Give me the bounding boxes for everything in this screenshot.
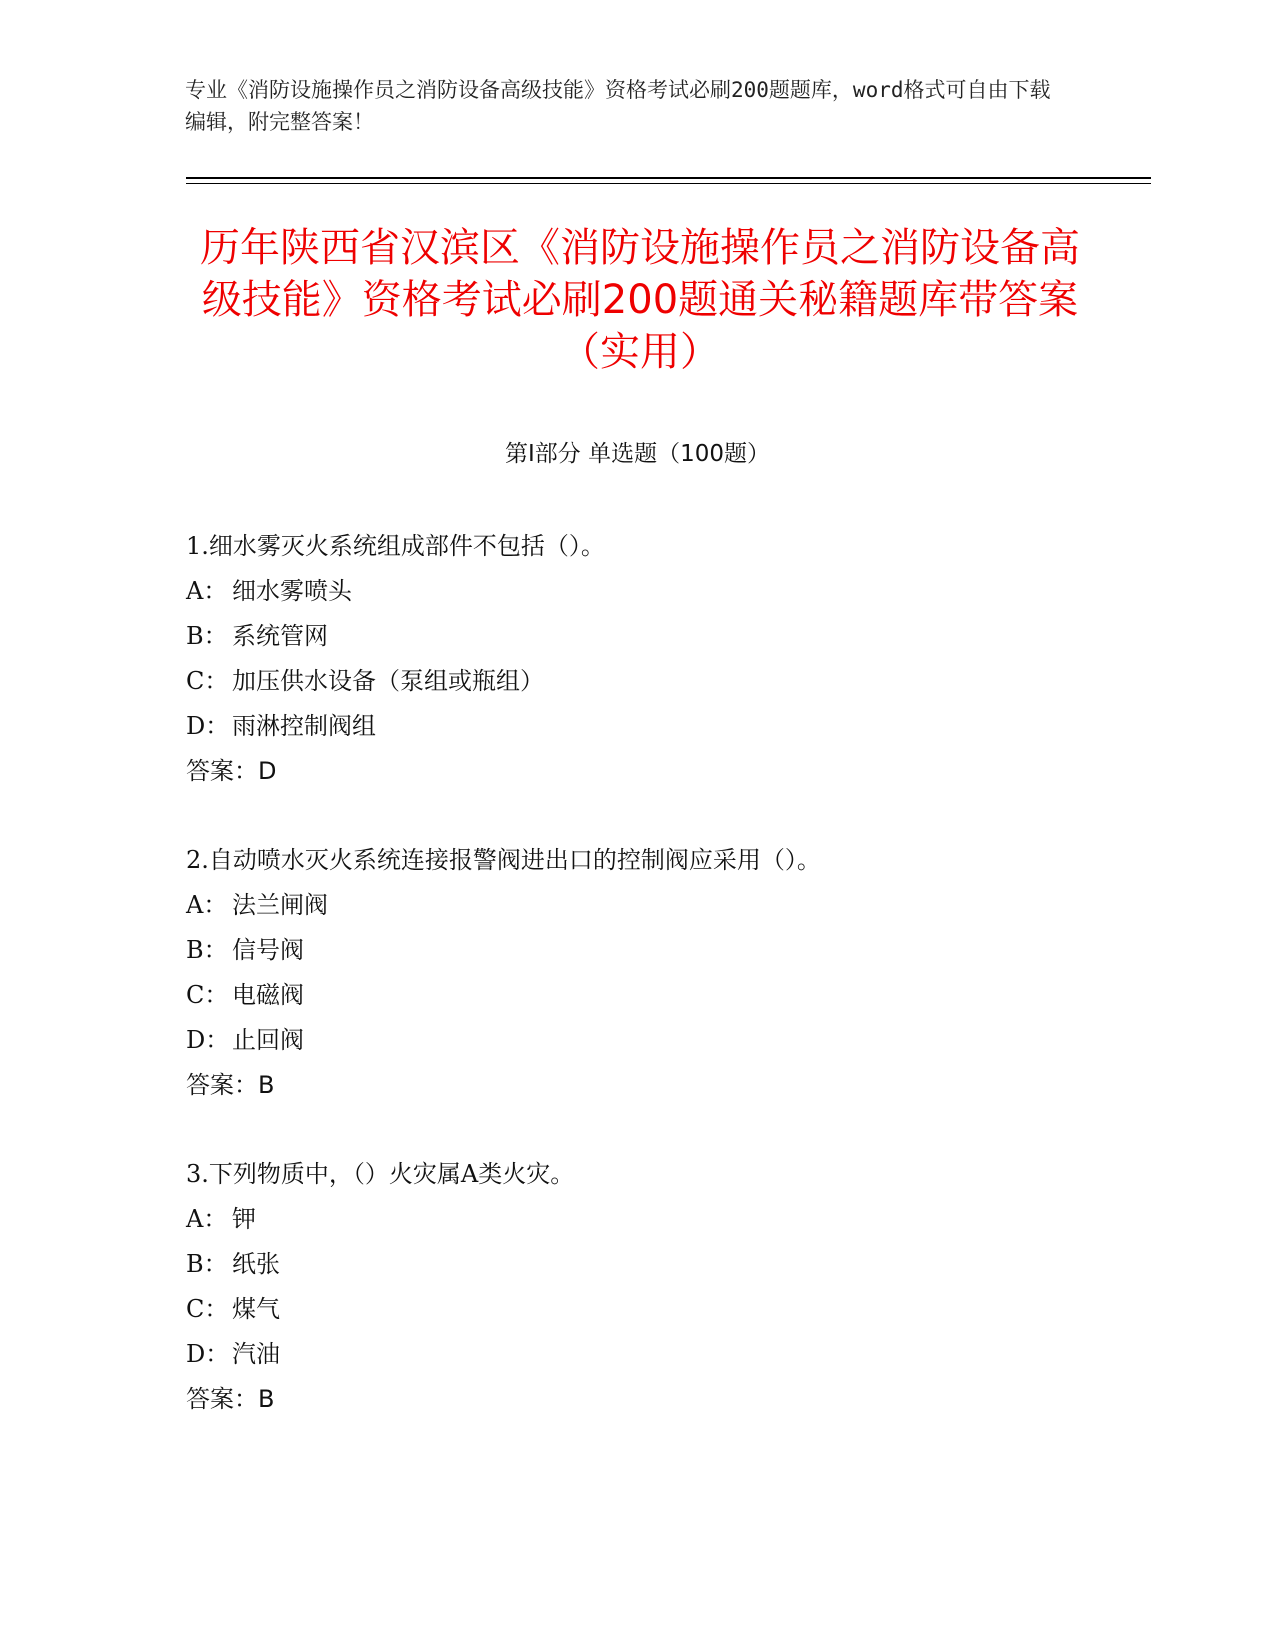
option-a (186, 569, 1086, 614)
option-letter: D： (186, 712, 230, 740)
header-divider-thick (186, 177, 1151, 179)
option-letter: A： (186, 1205, 228, 1233)
option-letter: A： (186, 577, 228, 605)
option-text: 信号阀 (232, 936, 304, 964)
option-d (186, 1018, 1086, 1063)
document-title: 历年陕西省汉滨区《消防设施操作员之消防设备高级技能》资格考试必刷200题通关秘籍题库带答案（实用） (200, 225, 1080, 375)
option-text: 雨淋控制阀组 (232, 712, 376, 740)
question-1 (186, 524, 1086, 794)
option-a (186, 883, 1086, 928)
option-letter: B： (186, 936, 228, 964)
question-stem: 2.自动喷水灭火系统连接报警阀进出口的控制阀应采用（）。 (186, 846, 821, 874)
option-text: 法兰闸阀 (232, 891, 328, 919)
option-b (186, 928, 1086, 973)
option-letter: B： (186, 1250, 228, 1278)
section-title: 第Ⅰ部分 单选题（100题） (505, 441, 770, 467)
option-text: 系统管网 (232, 622, 328, 650)
option-a (186, 1197, 1086, 1242)
option-letter: D： (186, 1340, 230, 1368)
option-letter: C： (186, 981, 229, 1009)
header-divider-thin (186, 183, 1151, 184)
option-letter: C： (186, 667, 229, 695)
question-2 (186, 838, 1086, 1108)
option-text: 加压供水设备（泵组或瓶组） (232, 667, 544, 695)
question-stem: 1.细水雾灭火系统组成部件不包括（）。 (186, 532, 605, 560)
option-b (186, 614, 1086, 659)
question-list (186, 524, 1086, 1466)
option-text: 细水雾喷头 (232, 577, 352, 605)
question-stem: 3.下列物质中，（）火灾属A类火灾。 (186, 1160, 575, 1188)
option-text: 止回阀 (232, 1026, 304, 1054)
option-c (186, 1287, 1086, 1332)
answer: 答案：B (186, 1385, 275, 1413)
option-letter: D： (186, 1026, 230, 1054)
option-text: 钾 (232, 1205, 256, 1233)
answer: 答案：B (186, 1071, 275, 1099)
question-3 (186, 1152, 1086, 1422)
header-note: 专业《消防设施操作员之消防设备高级技能》资格考试必刷200题题库，word格式可自由下载编辑，附完整答案！ (185, 78, 1051, 134)
option-c (186, 659, 1086, 704)
option-b (186, 1242, 1086, 1287)
option-d (186, 1332, 1086, 1377)
option-text: 汽油 (232, 1340, 280, 1368)
option-d (186, 704, 1086, 749)
option-text: 电磁阀 (232, 981, 304, 1009)
option-letter: C： (186, 1295, 229, 1323)
option-letter: B： (186, 622, 228, 650)
answer: 答案：D (186, 757, 277, 785)
option-text: 煤气 (232, 1295, 280, 1323)
option-letter: A： (186, 891, 228, 919)
option-text: 纸张 (232, 1250, 280, 1278)
option-c (186, 973, 1086, 1018)
